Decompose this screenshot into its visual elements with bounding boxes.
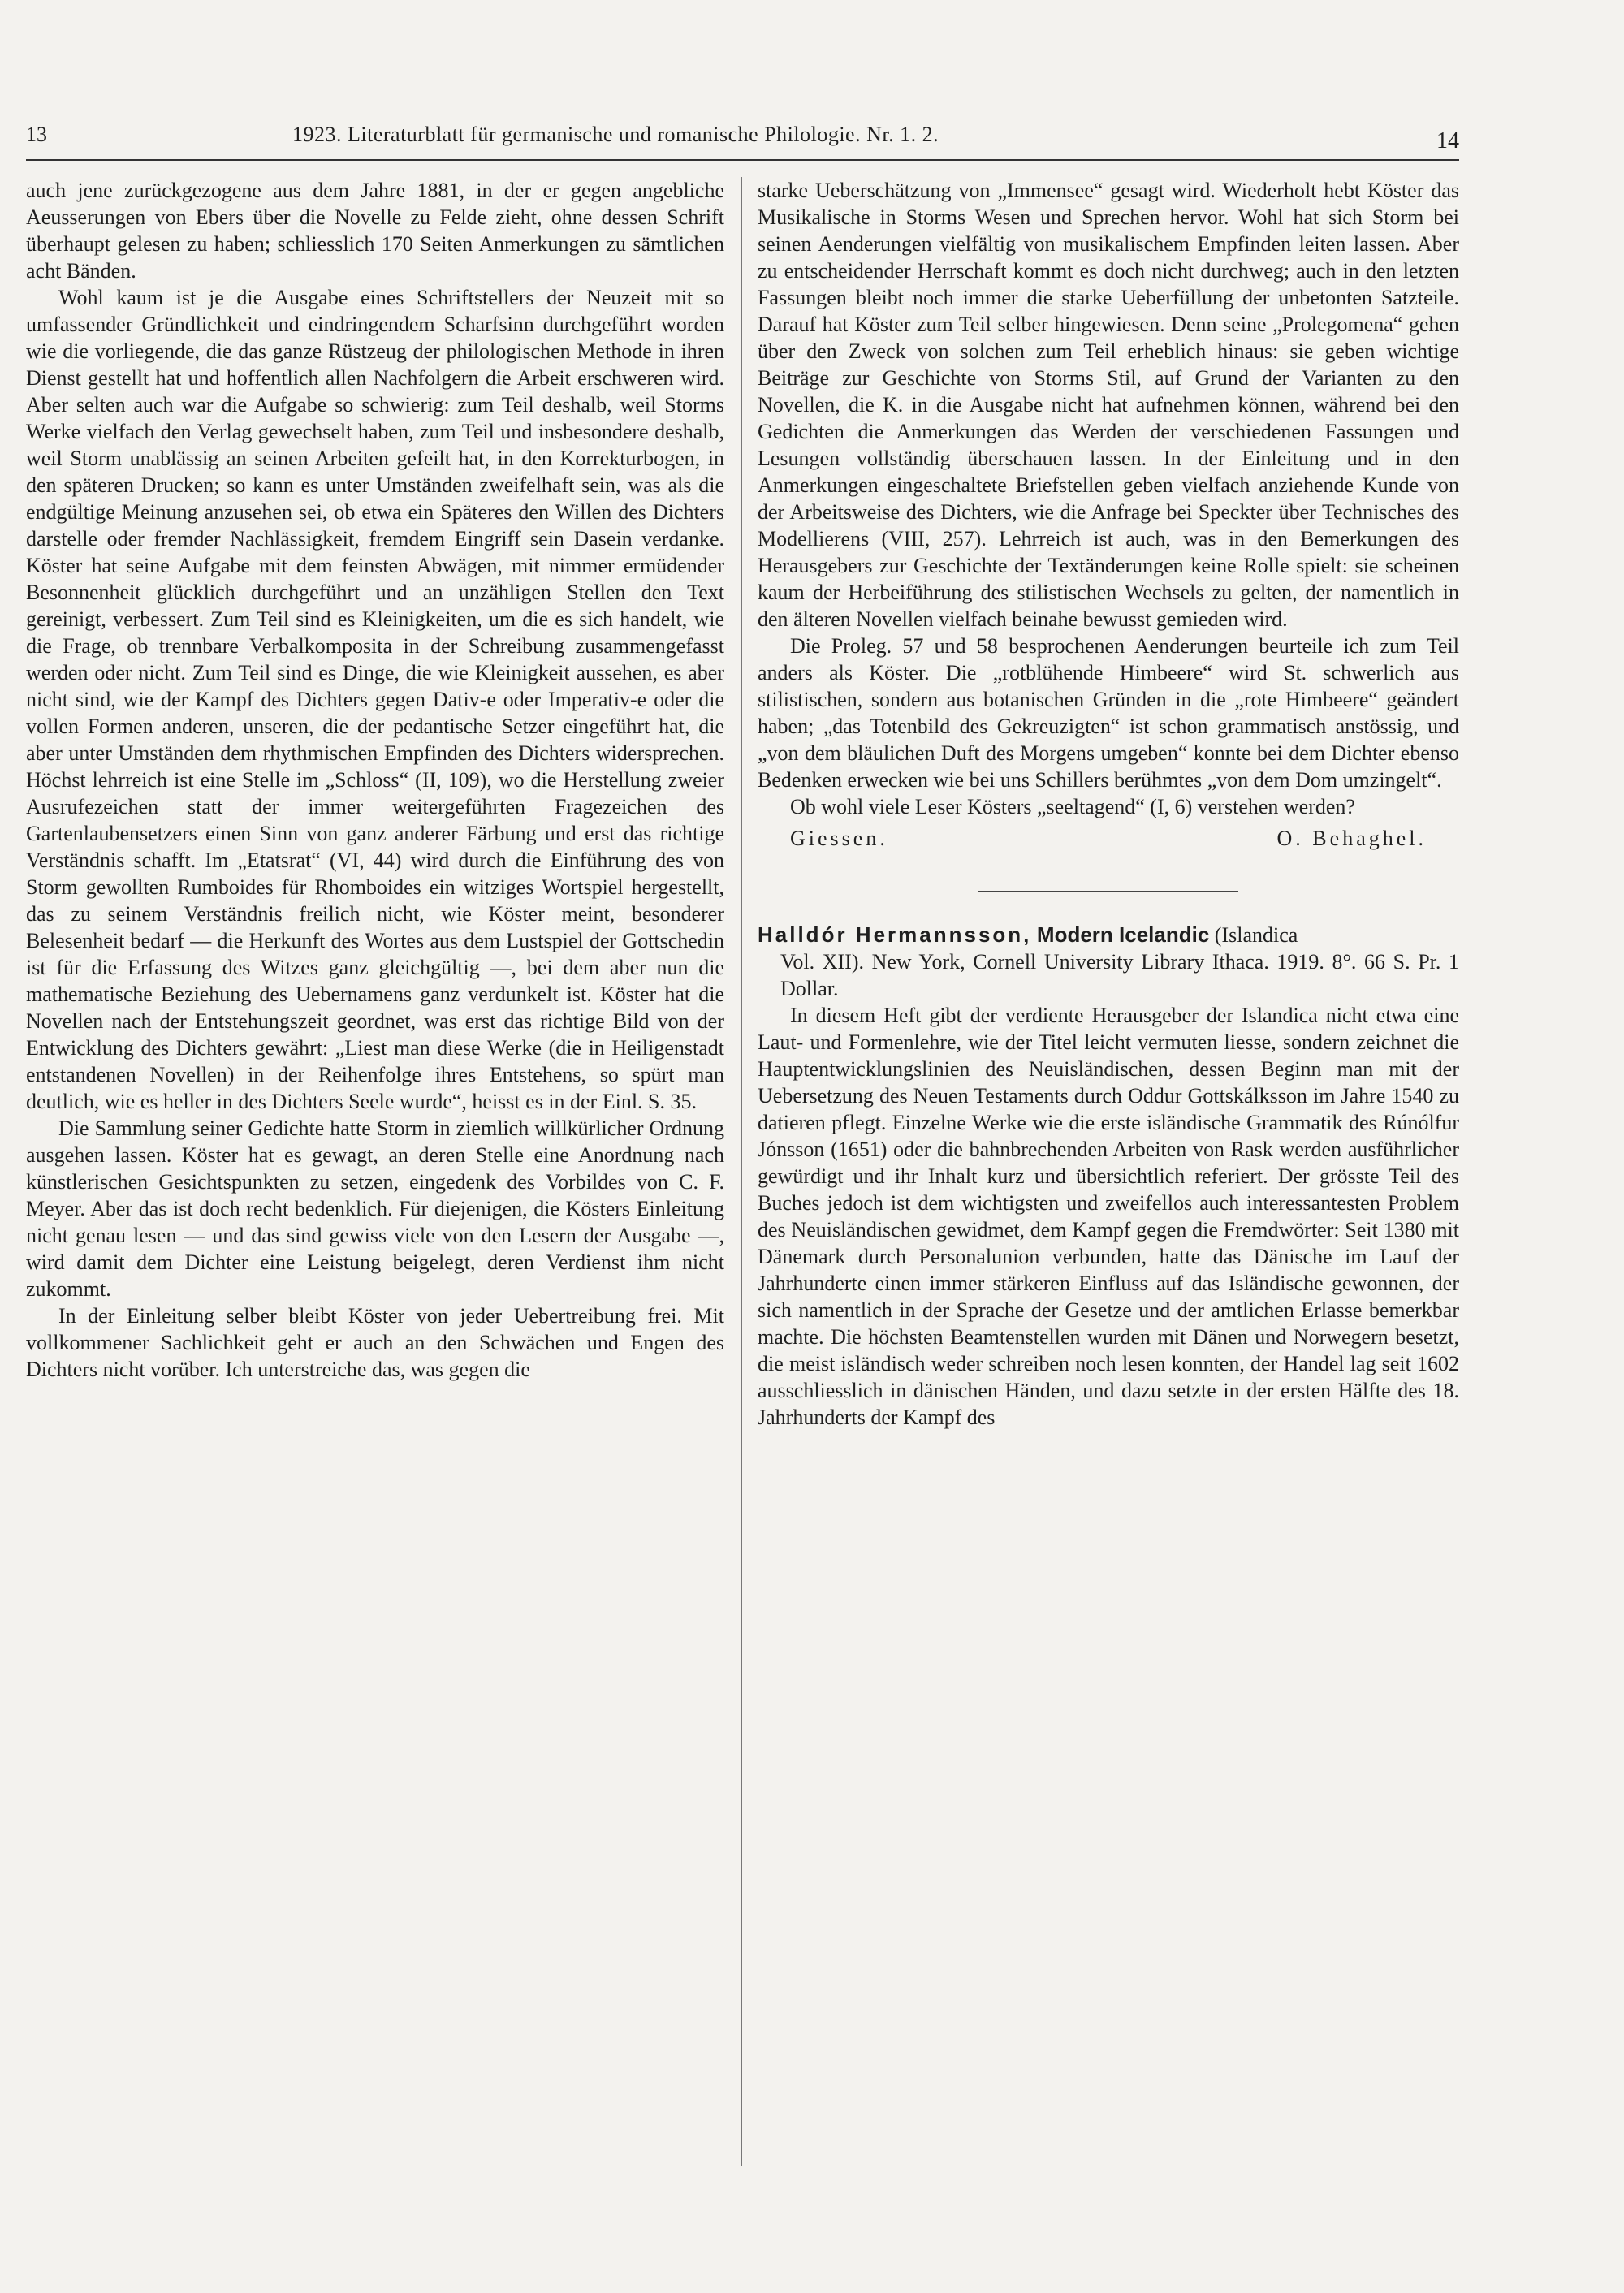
review-body: In diesem Heft gibt der verdiente Herausgeber der Islandica nicht etwa eine Laut- und Formenlehre, wie der Titel leicht vermuten liesse, sondern zeichnet die Hauptentwicklungslinien des Neuisländischen, dessen Beginn man mit der Uebersetzung des Neuen Testaments durch Oddur Gottskálksson im Jahre 1540 zu datieren pflegt. Einzelne Werke wie die erste isländische Grammatik des Rúnólfur Jónsson (1651) oder die bahnbrechenden Arbeiten von Rask werden ausführlicher gewürdigt und ihr Inhalt kurz und übersichtlich referiert. Der grösste Teil des Buches jedoch ist dem wichtigsten und zweifellos auch interessantesten Problem des Neuisländischen gewidmet, dem Kampf gegen die Fremdwörter: Seit 1380 mit Dänemark durch Personalunion verbunden, hatte das Dänische im Lauf der Jahrhunderte einen immer stärkeren Einfluss auf das Isländische gewonnen, der sich namentlich in der Sprache der Gesetze und der amtlichen Erlasse bemerkbar machte. Die höchsten Beamtenstellen wurden mit Dänen und Norwegern besetzt, die meist isländisch weder schreiben noch lesen konnten, der Handel lag seit 1602 ausschliesslich in dänischen Händen, und dazu setzte in der ersten Hälfte des 18. Jahrhunderts der Kampf des [758,1004,1459,1429]
paragraph: Ob wohl viele Leser Kösters „seeltagend“ (I, 6) verstehen werden? [790,795,1355,818]
header-rule [26,159,1459,161]
section-divider [978,891,1238,892]
review-book-title: Modern Icelandic [1036,922,1210,947]
signature [758,825,1459,852]
column-divider [741,177,742,2166]
signature-name: O. Behaghel. [1276,827,1427,850]
review-heading [758,922,1459,1002]
left-column [26,177,724,1383]
paragraph: Die Proleg. 57 und 58 besprochenen Aenderungen beurteile ich zum Teil anders als Köster. Die „rotblühende Himbeere“ wird St. schwerlich aus stilistischen, sondern aus botanischen Gründen in die „rote Himbeere“ geändert haben; „das Totenbild des Gekreuzigten“ ist schon grammatisch anstössig, und „von dem bläulichen Duft des Morgens umgeben“ konnte bei dem Dichter ebenso Bedenken erwecken wie bei uns Schillers berühmtes „von dem Dom umzingelt“. [758,634,1459,792]
page-number-left: 13 [26,123,47,146]
review-biblio-open: (Islandica [1214,923,1298,947]
signature-place: Giessen. [790,827,888,850]
paragraph: starke Ueberschätzung von „Immensee“ gesagt wird. Wiederholt hebt Köster das Musikalische in Storms Wesen und Sprechen hervor. Wohl hat sich Storm bei seinen Aenderungen vielfältig von musikalischem Empfinden leiten lassen. Aber zu entscheidender Herrschaft kommt es doch nicht durchweg; auch in den letzten Fassungen bleibt noch immer die starke Ueberfüllung der unbetonten Satzteile. Darauf hat Köster zum Teil selber hingewiesen. Denn seine „Prolegomena“ gehen über den Zweck von solchen zum Teil erheblich hinaus: sie geben wichtige Beiträge zur Geschichte von Storms Stil, auf Grund der Varianten zu den Novellen, die K. in die Ausgabe nicht hat aufnehmen können, während bei den Gedichten die Anmerkungen das Werden der verschiedenen Fassungen und Lesungen vollständig überschauen lassen. In der Einleitung und in den Anmerkungen eingeschaltete Briefstellen geben vielfach anziehende Kunde von der Arbeitsweise des Dichters, wie die Anfrage bei Speckter über Technisches des Modellierens (VIII, 257). Lehrreich ist auch, was in den Bemerkungen des Herausgebers zur Geschichte der Textänderungen keine Rolle spielt: sie scheinen kaum der Herbeiführung des stilistischen Wechsels zu gelten, der namentlich in den älteren Novellen vielfach beinahe bewusst gemieden wird. [758,179,1459,631]
page-header [26,118,1459,157]
review-biblio: Vol. XII). New York, Cornell University Library Ithaca. 1919. 8°. 66 S. Pr. 1 Dollar. [780,950,1459,1000]
review-author: Halldór Hermannsson, [758,922,1032,947]
paragraph: auch jene zurückgezogene aus dem Jahre 1881, in der er gegen angebliche Aeusserungen von Ebers über die Novelle zu Felde zieht, ohne dessen Schrift überhaupt gelesen zu haben; schliesslich 170 Seiten Anmerkungen zu sämtlichen acht Bänden. [26,179,724,283]
paragraph: Die Sammlung seiner Gedichte hatte Storm in ziemlich willkürlicher Ordnung ausgehen lassen. Köster hat es gewagt, an deren Stelle eine Anordnung nach künstlerischen Gesichtspunkten zu setzen, eingedenk des Vorbildes von C. F. Meyer. Aber das ist doch recht bedenklich. Für diejenigen, die Kösters Einleitung nicht genau lesen — und das sind gewiss viele von den Lesern der Ausgabe —, wird damit dem Dichter eine Leistung beigelegt, deren Verdienst ihm nicht zukommt. [26,1116,724,1301]
paragraph: In der Einleitung selber bleibt Köster von jeder Uebertreibung frei. Mit vollkommener Sachlichkeit geht er auch an den Schwächen und Engen des Dichters nicht vorüber. Ich unterstreiche das, was gegen die [26,1304,724,1381]
right-column [758,177,1459,1431]
page-number-right: 14 [1436,128,1459,153]
paragraph: Wohl kaum ist je die Ausgabe eines Schriftstellers der Neuzeit mit so umfassender Gründlichkeit und eindringendem Scharfsinn durchgeführt worden wie die vorliegende, die das ganze Rüstzeug der philologischen Methode in ihren Dienst gestellt hat und hoffentlich allen Nachfolgern die Arbeit erschweren wird. Aber selten auch war die Aufgabe so schwierig: zum Teil deshalb, weil Storms Werke vielfach den Verlag gewechselt haben, zum Teil und insbesondere deshalb, weil Storm unablässig an seinen Arbeiten gefeilt hat, in den Korrekturbogen, in den späteren Drucken; so kann es unter Umständen zweifelhaft sein, was als die endgültige Meinung anzusehen sei, ob etwa ein Späteres den Willen des Dichters darstelle oder fremder Nachlässigkeit, fremdem Eingriff sein Dasein verdanke. Köster hat seine Aufgabe mit dem feinsten Abwägen, mit nimmer ermüdender Besonnenheit glücklich durchgeführt und an unzähligen Stellen den Text gereinigt, verbessert. Zum Teil sind es Kleinigkeiten, um die es sich handelt, wie die Frage, ob trennbare Verbalkomposita in der Schreibung zusammengefasst werden oder nicht. Zum Teil sind es Dinge, die wie Kleinigkeit aussehen, es aber nicht sind, wie der Kampf des Dichters gegen Dativ-e oder Imperativ-e oder die vollen Formen anderen, unseren, die der pedantische Setzer eingeführt hat, die aber unter Umständen dem rhythmischen Empfinden des Dichters widersprechen. Höchst lehrreich ist eine Stelle im „Schloss“ (II, 109), wo die Herstellung zweier Ausrufezeichen statt der immer weitergeführten Fragezeichen des Gartenlaubensetzers einen Sinn von ganz anderer Färbung und erst das richtige Verständnis schafft. Im „Etatsrat“ (VI, 44) wird durch die Einführung des von Storm gewollten Rumboides für Rhomboides ein witziges Wortspiel hergestellt, das zu seinem Verständnis freilich nicht, wie Köster meint, besonderer Belesenheit bedarf — die Herkunft des Wortes aus dem Lustspiel der Gottschedin ist für die Erfassung des Witzes ganz gleichgültig —, bei dem aber nun die mathematische Beziehung des Uebernamens ganz verdunkelt ist. Köster hat die Novellen nach der Entstehungszeit geordnet, was erst das richtige Bild von der Entwicklung des Dichters gewährt: „Liest man diese Werke (die in Heiligenstadt entstandenen Novellen) in der Reihenfolge ihres Entstehens, so spürt man deutlich, wie es heller in des Dichters Seele wurde“, heisst es in der Einl. S. 35. [26,286,724,1113]
running-title: 1923. Literaturblatt für germanische und romanische Philologie. Nr. 1. 2. [292,123,939,146]
